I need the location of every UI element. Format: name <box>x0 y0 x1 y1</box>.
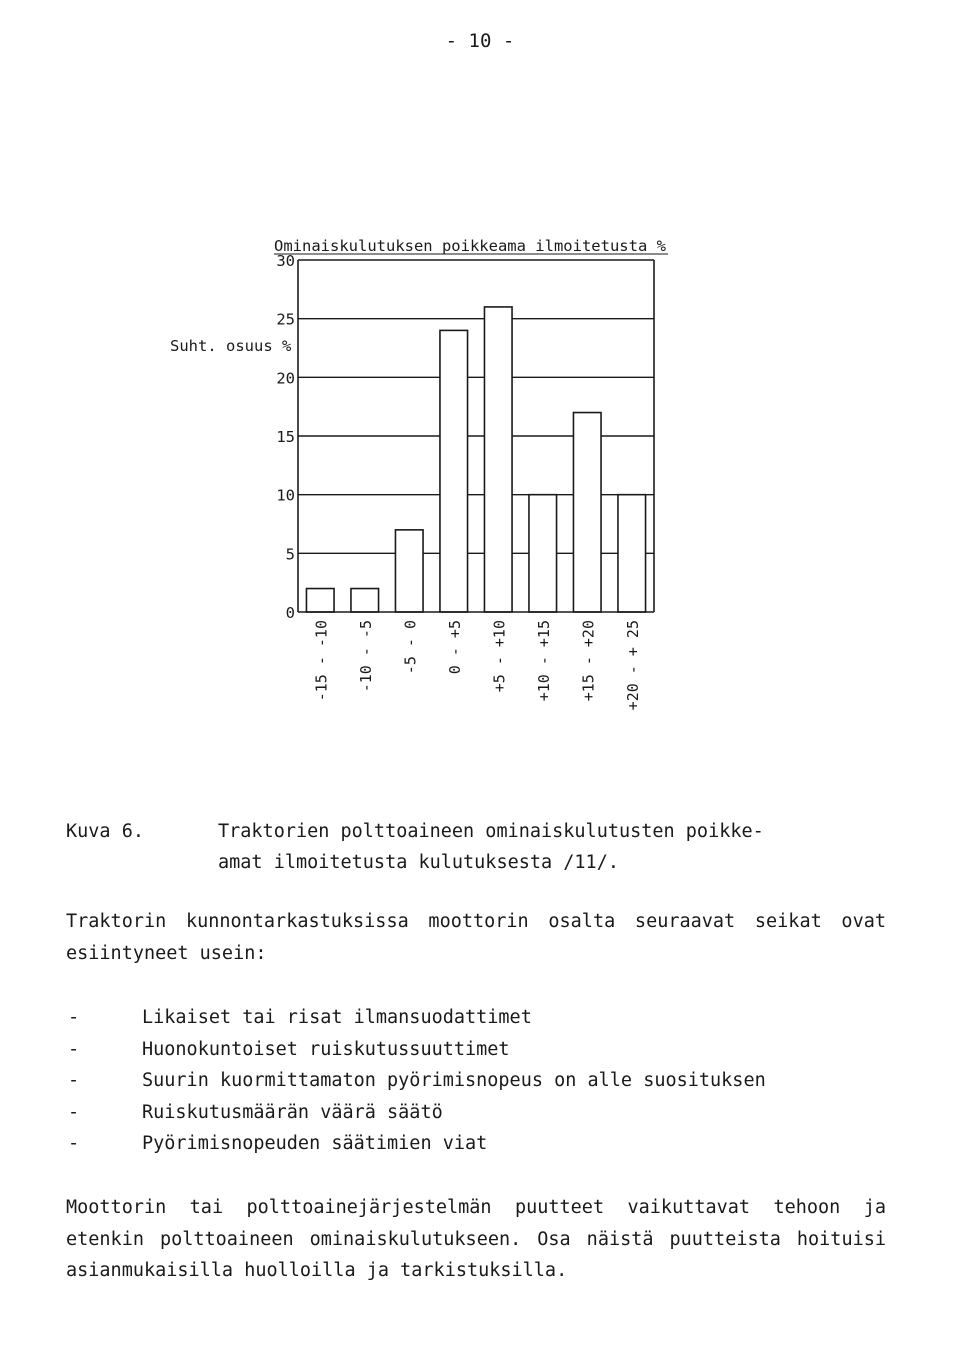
bullet-dash: - <box>68 1101 80 1123</box>
x-tick-label: +10 - +15 <box>534 620 553 702</box>
bar <box>395 530 423 612</box>
bullet-dash: - <box>68 1070 80 1091</box>
bar <box>618 495 646 612</box>
bars <box>306 307 645 612</box>
x-tick-labels <box>312 620 642 710</box>
bar <box>306 589 334 612</box>
list-item: - Likaiset tai risat ilmansuodattimet <box>66 1002 886 1034</box>
x-tick-label: 0 - +5 <box>445 620 464 675</box>
closing-paragraph: Moottorin tai polttoainejärjestelmän puutteet vaikuttavat tehoon ja etenkin polttoaineen ominaiskulutukseen. Osa näistä puutteista hoituisi asianmukaisilla huolloilla ja tarkistuksilla. <box>66 1197 886 1281</box>
x-tick-label: +5 - +10 <box>490 620 509 693</box>
list-item: - Ruiskutusmäärän väärä säätö <box>66 1097 886 1129</box>
intro-paragraph: Traktorin kunnontarkastuksissa moottorin osalta seuraavat seikat ovat esiintyneet usein: <box>66 911 886 964</box>
x-tick-label: -15 - -10 <box>312 620 331 702</box>
bullet-list <box>66 1002 886 1160</box>
bar <box>573 413 601 612</box>
x-tick-label: +20 - + 25 <box>623 620 642 711</box>
bullet-dash: - <box>68 1007 80 1028</box>
y-axis-label: Suht. osuus % <box>170 337 292 355</box>
y-tick-label: 20 <box>276 369 295 388</box>
y-tick-label: 25 <box>276 310 295 329</box>
bullet-dash: - <box>68 1133 80 1154</box>
y-tick-label: 5 <box>285 545 295 564</box>
x-tick-label: -5 - 0 <box>401 620 420 675</box>
y-tick-label: 30 <box>276 252 295 270</box>
page-number: - 10 - <box>445 30 515 52</box>
caption-text: Traktorien polttoaineen ominaiskulutusten poikke- amat ilmoitetusta kulutuksesta /11/. <box>218 821 764 873</box>
bar <box>440 330 468 612</box>
bullet-dash: - <box>68 1038 80 1060</box>
bar <box>351 589 379 612</box>
y-tick-labels <box>276 252 295 622</box>
bar <box>484 307 512 612</box>
x-tick-label: +15 - +20 <box>579 620 598 702</box>
list-item: - Suurin kuormittamaton pyörimisnopeus on alle suosituksen <box>66 1065 886 1097</box>
y-tick-label: 10 <box>276 486 295 505</box>
list-item: - Pyörimisnopeuden säätimien viat <box>66 1128 886 1160</box>
y-tick-label: 15 <box>276 428 295 446</box>
chart-title: Ominaiskulutuksen poikkeama ilmoitetusta % <box>274 237 666 255</box>
caption-label: Kuva 6. <box>66 821 144 842</box>
bar <box>529 495 557 612</box>
bar-chart <box>160 225 700 725</box>
y-tick-label: 0 <box>285 604 295 622</box>
x-tick-label: -10 - -5 <box>356 620 375 693</box>
list-item: - Huonokuntoiset ruiskutussuuttimet <box>66 1034 886 1066</box>
